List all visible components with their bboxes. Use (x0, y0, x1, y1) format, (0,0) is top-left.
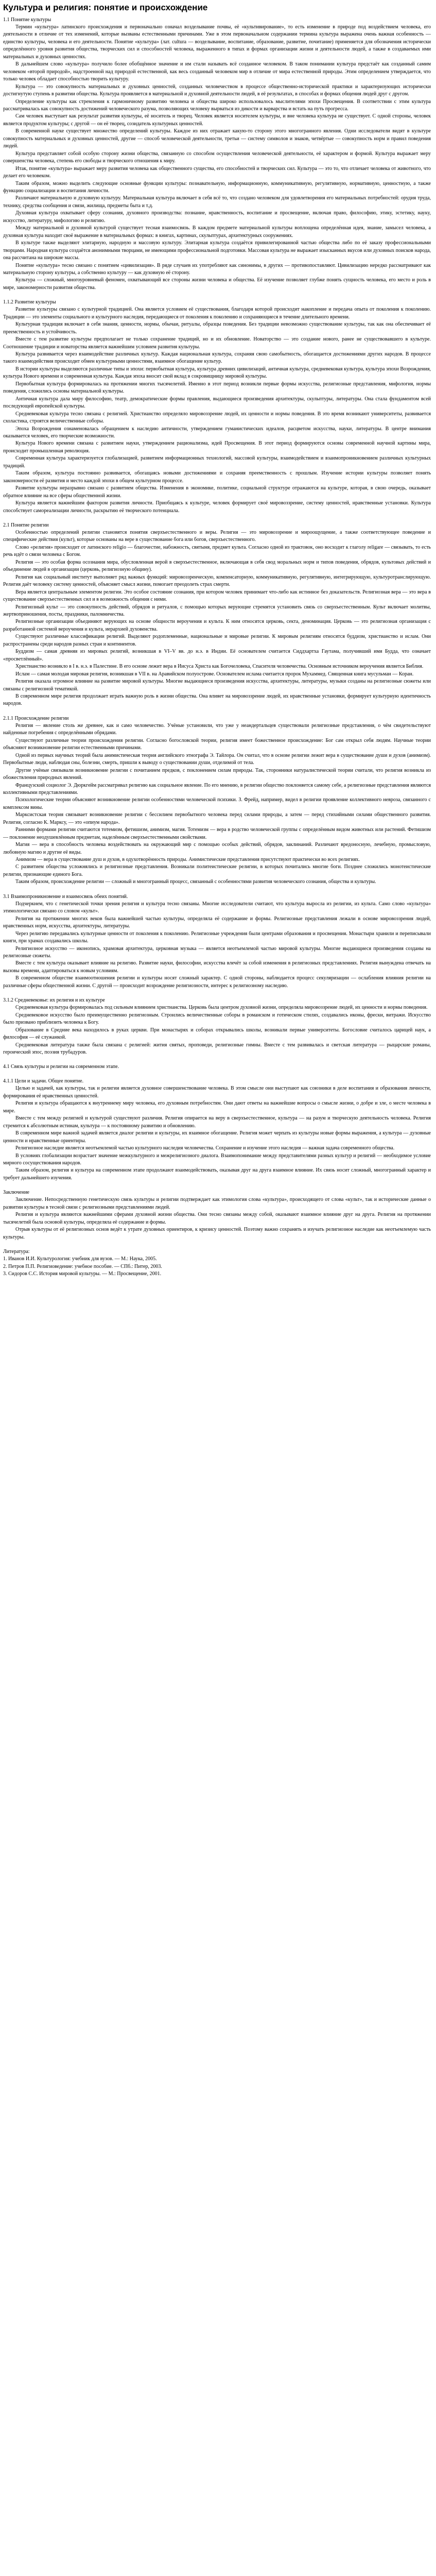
paragraph: Таким образом, культура постоянно развивается, обогащаясь новыми достижениями и сохраняя преемственность с прошлым. Изучение истории культуры позволяет понять закономерности её развития и место каждой эпохи в общем культурном процессе. (3, 470, 431, 484)
section (3, 708, 431, 886)
paragraph: В современной науке существует множество определений культуры. Каждое из них отражает какую-то сторону этого многогранного явления. Одни исследователи видят в культуре совокупность материальных и духовных ценностей, другие — способ человеческой деятельности, третьи — систему символов и знаков, четвёртые — совокупность норм и правил поведения людей. (3, 128, 431, 149)
paragraph: Существуют различные классификации религий. Выделяют родоплеменные, национальные и мировые религии. К мировым религиям относятся буддизм, христианство и ислам. Они распространены среди народов разных стран и континентов. (3, 634, 431, 647)
paragraph: Культура является важнейшим фактором развития личности. Приобщаясь к культуре, человек формирует своё мировоззрение, систему ценностей, нравственные установки. Культура способствует самореализации личности, раскрытию её творческого потенциала. (3, 500, 431, 514)
paragraph: Средневековая культура формировалась под сильным влиянием христианства. Церковь была центром духовной жизни, определяла мировоззрение людей, их ценности и нормы поведения. (15, 1005, 428, 1011)
spacer (3, 886, 431, 893)
paragraph: Французский социолог Э. Дюркгейм рассматривал религию как социальное явление. По его мнению, в религии общество поклоняется самому себе, а религиозные представления являются коллективными представлениями. (3, 782, 431, 795)
paragraph: Особенностью определений религии становятся понятия сверхъестественного и веры. Религия — это мировоззрение и мироощущение, а также соответствующее поведение и специфические действия (культ), которые основаны на вере в существование бога или богов, сверхъестественного. (3, 530, 431, 543)
paragraph: Психологические теории объясняют возникновение религии особенностями человеческой психики. З. Фрейд, например, видел в религии проявление коллективного невроза, связанного с комплексом вины. (3, 797, 431, 810)
spacer (3, 708, 431, 715)
document-body (3, 16, 431, 1241)
paragraph: Средневековая культура тесно связана с религией. Христианство определяло мировоззрение людей, их ценности и нормы поведения. В это время возникают университеты, развивается схоластика, строятся величественные соборы. (3, 411, 431, 425)
paragraph: Культура — это совокупность материальных и духовных ценностей, созданных человечеством в процессе общественно-исторической практики и характеризующих исторически достигнутую ступень в развитии общества. Культура проявляется в материальной и духовной деятельности людей, в её результатах, в способах и формах общения людей друг с другом. (3, 83, 431, 97)
paragraph: Религия — явление столь же древнее, как и само человечество. Учёные установили, что уже у неандертальцев существовали религиозные представления, о чём свидетельствуют найденные погребения с определёнными обрядами. (3, 722, 431, 736)
paragraph: Различают материальную и духовную культуру. Материальная культура включает в себя всё то, что создано человеком для удовлетворения его материальных потребностей: орудия труда, технику, средства сообщения и связи, жилища, предметы быта и т.д. (3, 195, 431, 209)
paragraph: Образование в Средние века находилось в руках церкви. При монастырях и соборах открывались школы, возникали первые университеты. Богословие считалось царицей наук, а философия — её служанкой. (3, 1027, 431, 1041)
section (3, 1071, 431, 1182)
paragraph: Античная культура дала миру философию, театр, демократические формы правления, выдающиеся произведения архитектуры, скульптуры, литературы. Она стала фундаментом всей последующей европейской культуры. (3, 396, 431, 410)
section-heading: 2.1.1 Происхождение религии (3, 715, 69, 721)
section (3, 515, 431, 708)
paragraph: В современном мире важной задачей является диалог религии и культуры, их взаимное обогащение. Религия может черпать из культуры новые формы выражения, а культура — духовные ценности и нравственные ориентиры. (3, 1130, 431, 1144)
paragraph: В культуре также выделяют элитарную, народную и массовую культуру. Элитарная культура создаётся привилегированной частью общества либо по её заказу профессиональными творцами. Народная культура создаётся анонимными творцами, не имеющими профессиональной подготовки. Массовая культура не выражает изысканных вкусов или духовных поисков народа, она рассчитана на широкие массы. (3, 240, 431, 261)
paragraph: Религия и культура являются важнейшими сферами духовной жизни общества. Они тесно связаны между собой, оказывают взаимное влияние друг на друга. Религия на протяжении тысячелетий была основой культуры, определяла её содержание и формы. (3, 1212, 431, 1225)
paragraph: Подчеркнем, что с генетической точки зрения религия и культура тесно связаны. Многие исследователи считают, что культура выросла из религии, из культа. Само слово «культура» этимологически связано со словом «культ». (3, 901, 431, 914)
paragraph: Духовная культура охватывает сферу сознания, духовного производства: познание, нравственность, воспитание и просвещение, включая право, философию, этику, эстетику, науку, искусство, литературу, мифологию и религию. (3, 210, 431, 224)
paragraph: Вера является центральным элементом религии. Это особое состояние сознания, при котором человек принимает что-либо как истинное без доказательств. Религиозная вера — это вера в существование сверхъестественных сил и в возможность общения с ними. (3, 589, 431, 603)
paragraph: С развитием общества усложнялись и религиозные представления. Возникали политеистические религии, в которых почитались многие боги. Позднее сложились монотеистические религии, признающие единого Бога. (3, 864, 431, 877)
section (3, 1182, 431, 1241)
paragraph: Эпоха Возрождения ознаменовалась обращением к наследию античности, утверждением гуманистических идеалов, расцветом искусства, науки, литературы. В центре внимания оказывается человек, его творческие возможности. (3, 426, 431, 439)
spacer (3, 990, 431, 997)
paragraph: Вместе с тем развитие культуры предполагает не только сохранение традиций, но и их обновление. Новаторство — это создание нового, ранее не существовавшего в культуре. Соотношение традиции и новаторства является важнейшим условием развития культуры. (3, 336, 431, 350)
paragraph: Итак, понятие «культура» выражает меру развития человека как общественного существа, его способностей и творческих сил. Культура — это то, что отличает человека от животного, что делает его человеком. (3, 165, 431, 179)
section (3, 886, 431, 990)
spacer (3, 1071, 431, 1078)
paragraph: Первобытная культура формировалась на протяжении многих тысячелетий. Именно в этот период возникли первые формы искусства, религиозные представления, мифология, нормы поведения, сложились основы материальной культуры. (3, 381, 431, 395)
paragraph: Религия оказала огромное влияние на развитие мировой культуры. Многие выдающиеся произведения искусства, архитектуры, литературы, музыки созданы на религиозные сюжеты или связаны с религиозной тематикой. (3, 679, 431, 692)
paragraph: Определение культуры как стремления к гармоничному развитию человека и общества широко использовалось мыслителями эпохи Просвещения. В соответствии с этим культура рассматривалась как совокупность достижений человеческого разума, позволяющих человеку вырваться из дикости и варварства и встать на путь прогресса. (3, 98, 431, 112)
paragraph: Религиозный культ — это совокупность действий, обрядов и ритуалов, с помощью которых верующие стремятся установить связь со сверхъестественным. Культ включает молитвы, жертвоприношения, посты, праздники, паломничества. (3, 604, 431, 617)
spacer (3, 1241, 431, 1248)
spacer (3, 292, 431, 299)
paragraph: Целью и задачей, как культуры, так и религии является духовное совершенствование человека. В этом смысле они выступают как союзники в деле воспитания и образования личности, формирования её нравственных ценностей. (3, 1086, 431, 1099)
paragraph: Культура Нового времени связана с развитием науки, утверждением рационализма, идей Просвещения. В этот период формируются основы современной научной картины мира, происходит промышленная революция. (3, 440, 431, 454)
paragraph: Таким образом, религия и культура на современном этапе продолжают взаимодействовать, оказывая друг на друга взаимное влияние. Их связь носит сложный, многогранный характер и требует дальнейшего изучения. (3, 1167, 431, 1181)
paragraph: Буддизм — самая древняя из мировых религий, возникшая в VI–V вв. до н.э. в Индии. Её основателем считается Сиддхартха Гаутама, получивший имя Будда, что означает «просветлённый». (3, 649, 431, 662)
paragraph: Отрыв культуры от её религиозных основ ведёт к утрате духовных ориентиров, к кризису ценностей. Поэтому важно сохранять и изучать религиозное наследие как неотъемлемую часть культуры. (3, 1227, 431, 1240)
paragraph: Ранними формами религии считаются тотемизм, фетишизм, анимизм, магия. Тотемизм — вера в родство человеческой группы с определённым видом животных или растений. Фетишизм — поклонение неодушевлённым предметам, наделённым сверхъестественными свойствами. (3, 827, 431, 840)
paragraph: В условиях глобализации возрастает значение межкультурного и межрелигиозного диалога. Взаимопонимание между представителями разных культур и религий — необходимое условие мирного сосуществования народов. (3, 1153, 431, 1166)
paragraph: Слово «религия» происходит от латинского religio — благочестие, набожность, святыня, предмет культа. Согласно одной из трактовок, оно восходит к глаголу religare — связывать, то есть речь идёт о связи человека с Богом. (3, 544, 431, 558)
reference-item: 2. Петров П.П. Религиоведение: учебное пособие. — СПб.: Питер, 2003. (3, 1263, 162, 1269)
references-heading: Литература: (3, 1249, 30, 1255)
paragraph: Таким образом, происхождение религии — сложный и многогранный процесс, связанный с особенностями развития человеческого сознания, общества и культуры. (15, 879, 376, 885)
section-heading: 1.1.2 Развитие культуры (3, 299, 56, 306)
paragraph: Религия на протяжении многих веков была важнейшей частью культуры, определяла её содержание и формы. Религиозные представления лежали в основе мировоззрения людей, нравственных норм, искусства, архитектуры, литературы. (3, 916, 431, 929)
section-heading: 4.1.1 Цели и задачи. Общее понятие. (3, 1078, 84, 1084)
paragraph: Марксистская теория связывает возникновение религии с бессилием первобытного человека перед силами природы, а затем — перед стихийными силами общественного развития. Религия, согласно К. Марксу, — это «опиум народа». (3, 812, 431, 825)
paragraph: Существуют различные теории происхождения религии. Согласно богословской теории, религия имеет божественное происхождение: Бог сам открыл себя людям. Научные теории объясняют возникновение религии естественными причинами. (3, 737, 431, 751)
section-heading: 3.1.2 Средневековье: их религия и их культуре (3, 997, 105, 1004)
paragraph: Культура — сложный, многоуровневый феномен, охватывающий все стороны жизни человека и общества. Её изучение позволяет глубже понять сущность человека, его место и роль в мире, закономерности развития общества. (3, 277, 431, 291)
paragraph: Развитие культуры связано с культурной традицией. Она является условием её существования, благодаря которой происходит накопление и передача опыта от поколения к поколению. Традиции — это элементы социального и культурного наследия, передающиеся от поколения к поколению и сохраняющиеся в течение длительного времени. (3, 307, 431, 320)
paragraph: Вместе с тем между религией и культурой существуют различия. Религия опирается на веру в сверхъестественное, культура — на разум и творческую деятельность человека. Религия стремится к абсолютным истинам, культура — к постоянному развитию и обновлению. (3, 1115, 431, 1129)
paragraph: Современная культура характеризуется глобализацией, развитием информационных технологий, массовой культуры, взаимодействием и взаимопроникновением различных культурных традиций. (3, 455, 431, 469)
paragraph: Религиозное наследие является неотъемлемой частью культурного наследия человечества. Сохранение и изучение этого наследия — важная задача современного общества. (15, 1145, 395, 1151)
paragraph: Религия и культура обращаются к внутреннему миру человека, его духовным потребностям. Они дают ответы на важнейшие вопросы о смысле жизни, о добре и зле, о месте человека в мире. (3, 1100, 431, 1114)
paragraph: Заключение. Непосредственную генетическую связь культуры и религии подтверждает как этимология слова «культура», происходящего от слова «культ», так и исторические данные о развитии культуры в тесной связи с религиозными представлениями людей. (3, 1197, 431, 1210)
section-heading: 2.1 Понятие религии (3, 522, 49, 528)
paragraph: Христианство возникло в I в. н.э. в Палестине. В его основе лежит вера в Иисуса Христа как Богочеловека, Спасителя человечества. Основным источником вероучения является Библия. (15, 664, 424, 670)
paragraph: Средневековая литература также была связана с религией: жития святых, проповеди, религиозные гимны. Вместе с тем развивалась и светская литература — рыцарские романы, героический эпос, поэзия трубадуров. (3, 1042, 431, 1055)
section (3, 1056, 431, 1071)
paragraph: Другие учёные связывали возникновение религии с почитанием предков, с поклонением силам природы. Так, сторонники натуралистической теории считали, что религия возникла из обожествления природных явлений. (3, 767, 431, 781)
paragraph: Одной из первых научных теорий была анимистическая теория английского этнографа Э. Тайлора. Он считал, что в основе религии лежит вера в существование души и духов (анимизм). Первобытные люди, наблюдая сны, болезни, смерть, пришли к выводу о существовании души, отделимой от тела. (3, 752, 431, 766)
reference-item: 1. Иванов И.И. Культурология: учебник для вузов. — М.: Наука, 2005. (3, 1256, 157, 1262)
paragraph: Магия — вера в способность человека воздействовать на окружающий мир с помощью особых действий, обрядов, заклинаний. Различают вредоносную, лечебную, промысловую, любовную магию и другие её виды. (3, 842, 431, 855)
paragraph: Средневековое искусство было преимущественно религиозным. Строились величественные соборы в романском и готическом стилях, создавались иконы, фрески, витражи. Искусство было призвано приблизить человека к Богу. (3, 1012, 431, 1026)
paragraph: Через религию передавались культурные ценности от поколения к поколению. Религиозные учреждения были центрами образования и просвещения. Монастыри хранили и переписывали книги, при храмах создавались школы. (3, 930, 431, 944)
paragraph: Понятие «культура» тесно связано с понятием «цивилизация». В ряде случаев их употребляют как синонимы, в других — противопоставляют. Цивилизацию нередко рассматривают как материальную сторону культуры, а собственно культуру — как духовную её сторону. (3, 262, 431, 276)
section-heading: Заключение (3, 1190, 29, 1196)
paragraph: Религия как социальный институт выполняет ряд важных функций: мировоззренческую, компенсаторную, коммуникативную, регулятивную, интегрирующую, культуротранслирующую. Религия даёт человеку систему ценностей, объясняет смысл жизни, помогает преодолеть страх смерти. (3, 574, 431, 588)
paragraph: Термин «культура» латинского происхождения и первоначально означал возделывание почвы, её «культивирование», то есть изменение в природе под воздействием человека, его деятельности в отличие от тех изменений, которые вызваны естественными причинами. Уже в этом первоначальном содержании термина культура выражена очень важная особенность — единство культуры, человека и его деятельности. Понятие «культура» (лат. cultura — возделывание, воспитание, образование, развитие, почитание) применяется для обозначения исторически определённого уровня развития общества, творческих сил и способностей человека, выраженного в типах и формах организации жизни и деятельности людей, а также в создаваемых ими материальных и духовных ценностях. (3, 24, 431, 60)
section-heading: 1.1 Понятие культуры (3, 17, 51, 23)
section-heading: 4.1 Связь культуры и религии на современном этапе. (3, 1064, 119, 1070)
paragraph: Между материальной и духовной культурой существует тесная взаимосвязь. В каждом предмете материальной культуры воплощена определённая идея, знание, замысел человека, а духовная культура находит своё выражение в материальных формах: в книгах, картинах, скульптурах, архитектурных сооружениях. (3, 225, 431, 239)
paragraph: Культурная традиция включает в себя знания, ценности, нормы, обычаи, ритуалы, образцы поведения. Без традиции невозможно существование культуры, так как она обеспечивает её преемственность и устойчивость. (3, 321, 431, 335)
paragraph: Религиозные организации объединяют верующих на основе общности вероучения и культа. К ним относятся церковь, секта, деноминация. Церковь — это религиозная организация с разработанной системой вероучения и культа, иерархией духовенства. (3, 619, 431, 632)
paragraph: В дальнейшем слово «культура» получило более обобщённое значение и им стали называть всё созданное человеком. В таком понимании культура предстаёт как созданный самим человеком «второй природой», надстроенной над природой естественной, как весь созданный человеком мир в отличие от мира естественной природы. Этим определением утверждается, что только человек обладает способностью творить культуру. (3, 61, 431, 82)
paragraph: Развитие культуры неразрывно связано с развитием общества. Изменения в экономике, политике, социальной структуре отражаются на культуре, которая, в свою очередь, оказывает обратное влияние на все сферы общественной жизни. (3, 485, 431, 499)
paragraph: Вместе с тем культура оказывает влияние на религию. Развитие науки, философии, искусства влечёт за собой изменения в религиозных представлениях. Религия вынуждена отвечать на вызовы времени, адаптироваться к новым условиям. (3, 960, 431, 974)
paragraph: Культура представляет собой особую сторону жизни общества, связанную со способом осуществления человеческой деятельности, её характером и формой. Культура выражает меру совершенства человека, степень его свободы и творческого отношения к миру. (3, 150, 431, 164)
paragraph: В современном обществе взаимоотношения религии и культуры носят сложный характер. С одной стороны, наблюдается процесс секуляризации — ослабления влияния религии на различные сферы общественной жизни. С другой — происходит возрождение религиозности, интерес к религиозному наследию. (3, 975, 431, 989)
references-list (3, 1256, 431, 1278)
paragraph: Ислам — самая молодая мировая религия, возникшая в VII в. на Аравийском полуострове. Основателем ислама считается пророк Мухаммед. Священная книга мусульман — Коран. (15, 671, 414, 677)
paragraph: В истории культуры выделяются различные типы и эпохи: первобытная культура, культура древних цивилизаций, античная культура, средневековая культура, культура эпохи Возрождения, культура Нового времени и современная культура. Каждая эпоха вносит свой вклад в сокровищницу мировой культуры. (3, 366, 431, 380)
paragraph: Анимизм — вера в существование душ и духов, в одухотворённость природы. Анимистические представления присутствуют практически во всех религиях. (15, 857, 360, 863)
spacer (3, 1056, 431, 1063)
section (3, 990, 431, 1056)
paragraph: В современном мире религия продолжает играть важную роль в жизни общества. Она влияет на мировоззрение людей, их нравственные установки, формирует культурную идентичность народов. (3, 693, 431, 707)
paragraph: Таким образом, можно выделить следующие основные функции культуры: познавательную, информационную, коммуникативную, регулятивную, нормативную, ценностную, а также функцию социализации и воспитания личности. (3, 180, 431, 194)
section-heading: 3.1 Взаимопроникновение и взаимосвязь обеих понятий. (3, 893, 128, 900)
paragraph: Культура развивается через взаимодействие различных культур. Каждая национальная культура, сохраняя свою самобытность, обогащается достижениями других народов. В процессе такого взаимодействия происходит обмен культурными ценностями, взаимное обогащение культур. (3, 351, 431, 365)
spacer (3, 515, 431, 522)
reference-item: 3. Сидоров С.С. История мировой культуры. — М.: Просвещение, 2001. (3, 1270, 162, 1277)
page-title: Культура и религия: понятие и происхождение (3, 3, 208, 12)
spacer (3, 1182, 431, 1189)
section (3, 16, 431, 292)
paragraph: Религия — это особая форма осознания мира, обусловленная верой в сверхъестественное, включающая в себя свод моральных норм и типов поведения, обрядов, культовых действий и объединение людей в организации (церковь, религиозную общину). (3, 559, 431, 573)
paragraph: Религиозное искусство — иконопись, храмовая архитектура, церковная музыка — является неотъемлемой частью мировой культуры. Многие выдающиеся произведения созданы на религиозные сюжеты. (3, 945, 431, 959)
paragraph: Сам человек выступает как результат развития культуры, её носитель и творец. Человек является носителем культуры, и вне человека культура не существует. С одной стороны, человек является продуктом культуры; с другой — он её творец, созидатель культурных ценностей. (3, 113, 431, 127)
section (3, 292, 431, 515)
